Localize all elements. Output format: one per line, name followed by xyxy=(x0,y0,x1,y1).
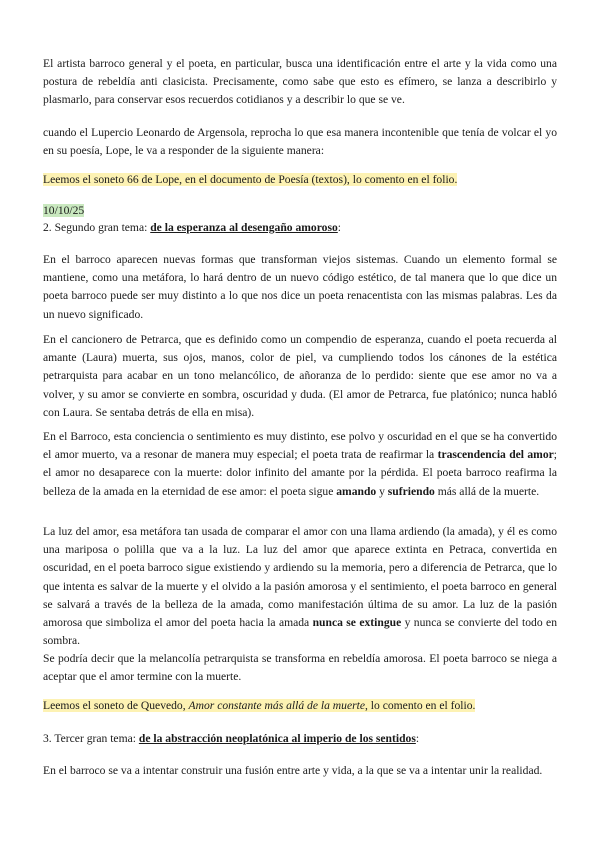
section-2-paragraph-4 xyxy=(43,523,557,650)
bold-sufriendo: sufriendo xyxy=(387,484,435,498)
note2-text-a: Leemos el soneto de Quevedo, xyxy=(43,699,189,712)
bold-nunca-se-extingue: nunca se extingue xyxy=(312,616,402,630)
section-2-paragraph-1: En el barroco aparecen nuevas formas que transforman viejos sistemas. Cuando un elemento formal se mantiene, como una metáfora, lo hará dentro de un nuevo código estético, de tal manera que lo que dice un poeta barroco puede ser muy distinto a lo que nos dice un poeta renacentista con las mismas palabras. Les da un nuevo significado. xyxy=(43,253,557,321)
section-2-paragraph-2: En el cancionero de Petrarca, que es definido como un compendio de esperanza, cuando el poeta recuerda al amante (Laura) muerta, sus ojos, manos, color de piel, va cumpliendo todos los cánones de la estética petrarquista para acabar en un tono melancólico, de añoranza de lo perdido: siente que ese amor no va a volver, y su amor se convierte en sombra, oscuridad y duda. (El amor de Petrarca, fue platónico; nunca habló con Laura. Se sentaba detrás de ella en misa). xyxy=(43,333,557,419)
theme-2-prefix: 2. Segundo gran tema: xyxy=(43,221,151,234)
section-2-paragraph-3 xyxy=(43,428,557,501)
note-lope-sonnet xyxy=(43,171,557,189)
theme-3-title: de la abstracción neoplatónica al imperio de los sentidos xyxy=(138,732,416,745)
highlight-note-quevedo xyxy=(43,699,475,712)
theme-3-prefix: 3. Tercer gran tema: xyxy=(43,732,139,745)
theme-2-title: de la esperanza al desengaño amoroso xyxy=(150,221,338,234)
s2p4-text-c: y nunca se convierte del todo en sombra. xyxy=(43,616,557,648)
s2p3-text-d: y xyxy=(376,484,388,498)
bold-trascendencia: trascendencia del amor xyxy=(437,448,554,462)
note2-text-b: , lo comento en el folio. xyxy=(365,699,476,712)
highlight-note-lope: Leemos el soneto 66 de Lope, en el documento de Poesía (textos), lo comento en el folio. xyxy=(43,173,458,186)
intro-paragraph-2: cuando el Lupercio Leonardo de Argensola, reprocha lo que esa manera incontenible que tenía de volcar el yo en su poesía, Lope, le va a responder de la siguiente manera: xyxy=(43,126,557,158)
bold-amando: amando xyxy=(336,484,377,498)
s2p4-text-a: La luz del amor, esa metáfora tan usada de comparar el amor con una llama ardiendo (la amada), y él es como una mariposa o polilla que va a la luz. La luz del amor que aparece extinta en Petraca, convertida en oscuridad, en el poeta barroco sigue existiendo y ardiendo su la memoria, pero a diferencia de Petrarca, que lo que intenta es salvar de la muerte y el olvido a la pasión amorosa y el sentimiento, el poeta barroco en general se salvará a través de la belleza de la amada, como manifestación última de su amor. La luz de la pasión amorosa que simboliza el amor del poeta hacia la amada xyxy=(43,525,557,630)
s2p3-text-c: ; el amor no desaparece con la muerte: dolor infinito del amante por la pérdida. El poeta barroco reafirma la belleza de la amada en la eternidad de ese amor: el poeta sigue xyxy=(43,448,557,498)
section-2-paragraph-5: Se podría decir que la melancolía petrarquista se transforma en rebeldía amorosa. El poeta barroco se niega a aceptar que el amor termine con la muerte. xyxy=(43,652,557,684)
italic-quevedo-title: Amor constante más allá de la muerte xyxy=(188,699,365,712)
theme-3-suffix: : xyxy=(415,732,420,745)
theme-2-suffix: : xyxy=(337,221,342,234)
intro-paragraph-1: El artista barroco general y el poeta, en particular, busca una identificación entre el arte y la vida como una postura de rebeldía anti clasicista. Precisamente, como sabe que esto es efímero, se lanza a describirlo y plasmarlo, para conservar esos recuerdos cotidianos y a describir lo que se ve. xyxy=(43,57,557,107)
s2p3-text-a: En el Barroco, esta conciencia o sentimiento es muy distinto, ese polvo y oscuridad en el que se ha convertido el amor muerto, va a resonar de manera muy especial; el poeta trata de reafirmar la xyxy=(43,430,557,462)
date-highlight: 10/10/25 xyxy=(43,204,85,217)
note-quevedo-sonnet xyxy=(43,697,557,715)
theme-3-heading xyxy=(43,730,557,748)
section-3-paragraph-1: En el barroco se va a intentar construir una fusión entre arte y vida, a la que se va a intentar unir la realidad. xyxy=(43,764,543,777)
date-line xyxy=(43,202,557,220)
s2p3-text-e: más allá de la muerte. xyxy=(434,484,540,498)
theme-2-heading xyxy=(43,219,557,237)
